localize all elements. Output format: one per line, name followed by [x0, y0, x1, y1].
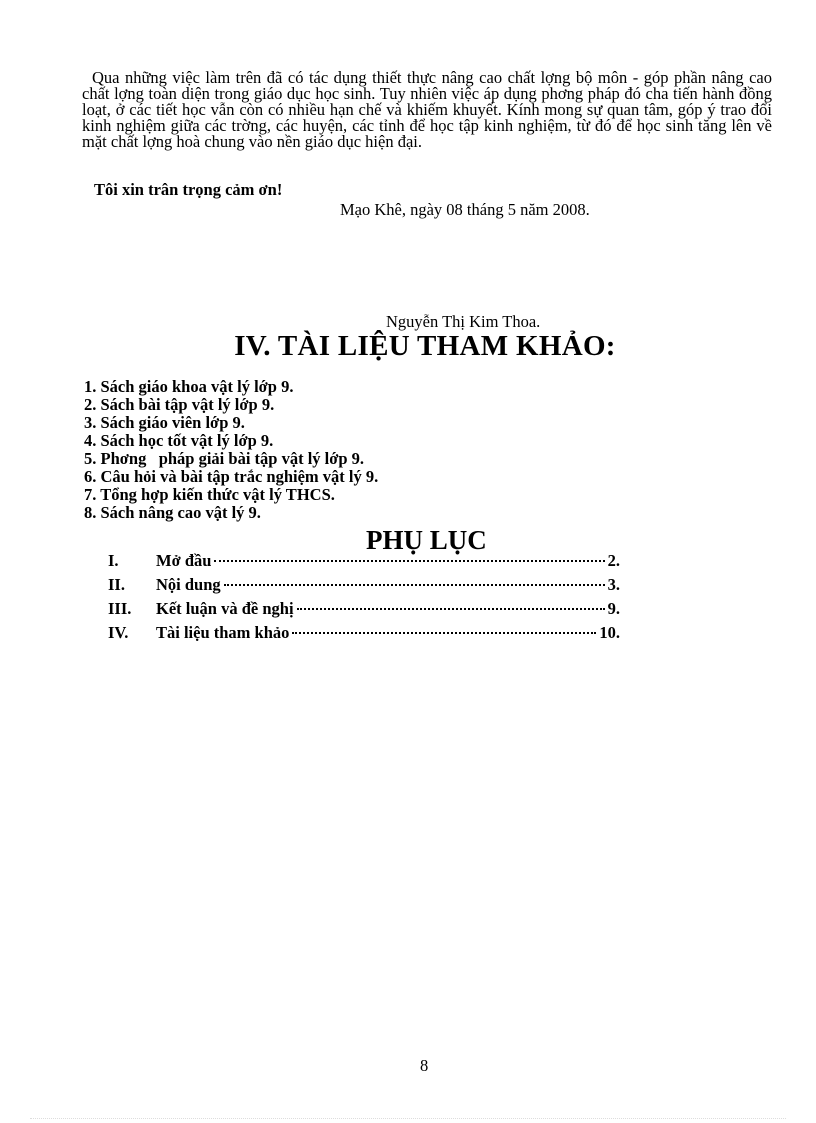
toc-page: 3. — [607, 575, 620, 594]
toc-row — [108, 599, 620, 623]
toc-row — [108, 623, 620, 647]
reference-item: 6. Câu hỏi và bài tập trắc nghiệm vật lý 9. — [84, 467, 379, 486]
toc-label: Mở đầu — [156, 551, 212, 570]
toc-page: 9. — [607, 599, 620, 618]
appendix-heading: PHỤ LỤC — [366, 525, 487, 555]
page-bottom-divider — [30, 1118, 786, 1119]
reference-item: 8. Sách nâng cao vật lý 9. — [84, 503, 261, 522]
reference-item: 3. Sách giáo viên lớp 9. — [84, 413, 245, 432]
toc-leader-dots — [292, 632, 596, 634]
toc-number: II. — [108, 575, 125, 594]
toc-number: I. — [108, 551, 119, 570]
toc-label: Nội dung — [156, 575, 221, 594]
place-date: Mạo Khê, ngày 08 tháng 5 năm 2008. — [340, 200, 590, 219]
reference-item: 7. Tổng hợp kiến thức vật lý THCS. — [84, 485, 335, 504]
toc-page: 10. — [599, 623, 620, 642]
toc-label: Tài liệu tham khảo — [156, 623, 290, 642]
toc-row — [108, 575, 620, 599]
references-heading: IV. TÀI LIỆU THAM KHẢO: — [234, 330, 616, 362]
toc-leader-dots — [214, 560, 604, 562]
reference-item: 1. Sách giáo khoa vật lý lớp 9. — [84, 377, 294, 396]
toc-number: III. — [108, 599, 132, 618]
toc-leader-dots — [297, 608, 605, 610]
toc-row — [108, 551, 620, 575]
body-paragraph: Qua những việc làm trên đã có tác dụng thiết thực nâng cao chất lợng bộ môn - góp phần nâng cao chất lợng toàn diện trong giáo dục học sinh. Tuy nhiên việc áp dụng phơng pháp đó cha tiến hành đồng loạt, ở các tiết học vẫn còn có nhiều hạn chế và khiếm khuyết. Kính mong sự quan tâm, góp ý trao đổi kinh nghiệm giữa các trờng, các huyện, các tỉnh để học tập kinh nghiệm, từ đó để học sinh tăng lên về mặt chất lợng hoà chung vào nền giáo dục hiện đại. — [82, 68, 772, 151]
toc-leader-dots — [224, 584, 605, 586]
thanks-line: Tôi xin trân trọng cảm ơn! — [94, 180, 283, 199]
reference-item: 4. Sách học tốt vật lý lớp 9. — [84, 431, 274, 450]
toc-label: Kết luận và đề nghị — [156, 599, 294, 618]
page-number: 8 — [420, 1056, 429, 1075]
author-signature: Nguyễn Thị Kim Thoa. — [386, 312, 541, 331]
reference-item: 5. Phơng pháp giải bài tập vật lý lớp 9. — [84, 449, 365, 468]
reference-item: 2. Sách bài tập vật lý lớp 9. — [84, 395, 275, 414]
references-list — [84, 378, 378, 522]
toc-page: 2. — [607, 551, 620, 570]
table-of-contents — [108, 551, 620, 647]
toc-number: IV. — [108, 623, 129, 642]
